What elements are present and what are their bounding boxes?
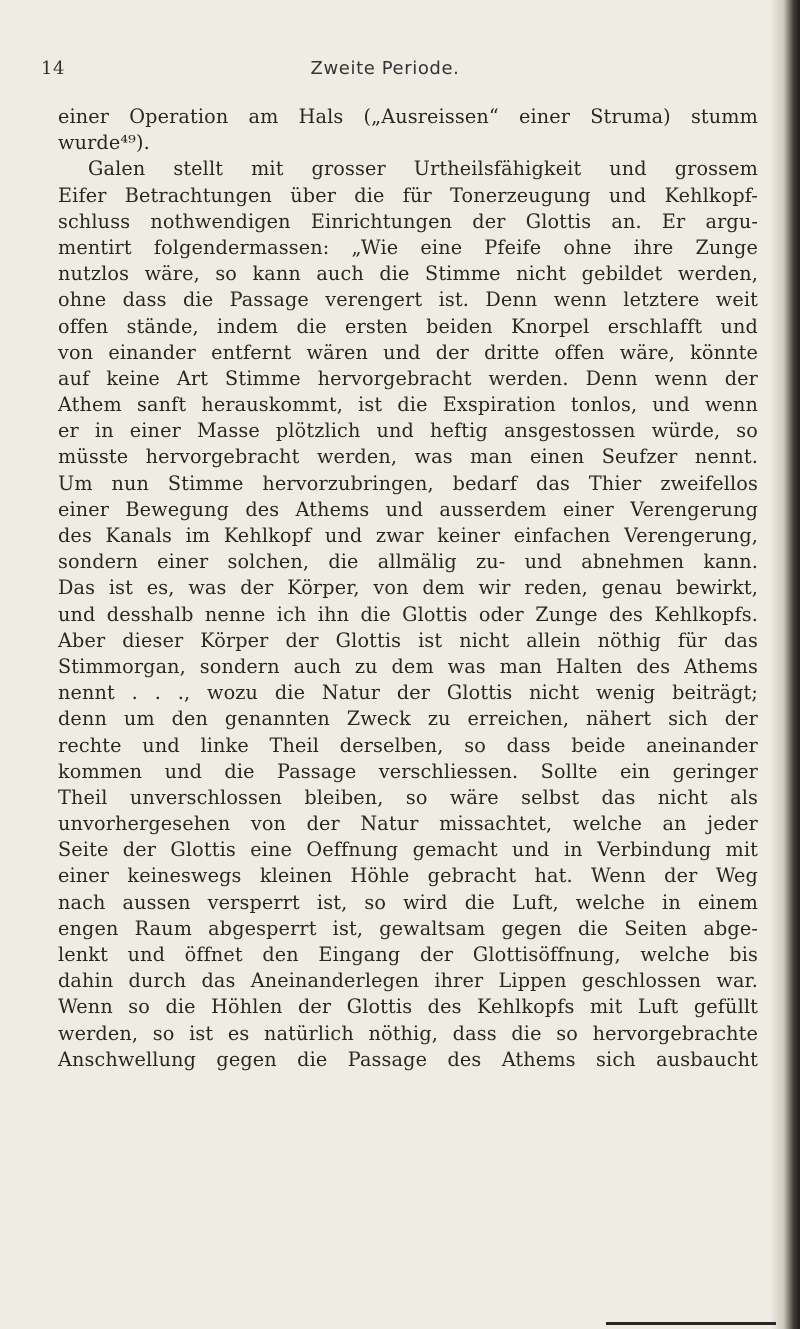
text-line: rechte und linke Theil derselben, so dass beide aneinander [58, 733, 758, 757]
text-line: Athem sanft herauskommt, ist die Exspiration tonlos, und wenn [58, 393, 758, 417]
text-line: Galen stellt mit grosser Urtheilsfähigkeit und grossem [88, 157, 758, 181]
text-line: einer Operation am Hals („Ausreissen“ einer Struma) stumm [58, 105, 758, 128]
text-line: Um nun Stimme hervorzubringen, bedarf das Thier zweifellos [58, 471, 758, 495]
text-line: mentirt folgendermassen: „Wie eine Pfeife ohne ihre Zunge [58, 235, 758, 259]
text-line: Stimmorgan, sondern auch zu dem was man Halten des Athems [58, 654, 758, 678]
text-line: engen Raum abgesperrt ist, gewaltsam gegen die Seiten abge- [58, 916, 758, 940]
text-line: denn um den genannten Zweck zu erreichen, nähert sich der [58, 707, 758, 731]
text-line: einer Bewegung des Athems und ausserdem einer Verengerung [58, 497, 758, 521]
text-line: kommen und die Passage verschliessen. Sollte ein geringer [58, 759, 758, 783]
text-line: wurde⁴⁹). [58, 131, 150, 155]
bottom-rule [606, 1322, 776, 1325]
text-line: dahin durch das Aneinanderlegen ihrer Lippen geschlossen war. [58, 969, 758, 993]
text-line: Das ist es, was der Körper, von dem wir reden, genau bewirkt, [58, 576, 758, 600]
text-line: lenkt und öffnet den Eingang der Glottisöffnung, welche bis [58, 943, 758, 966]
running-title: Zweite Periode. [310, 58, 460, 79]
text-line: werden, so ist es natürlich nöthig, dass die so hervorgebrachte [58, 1021, 758, 1045]
text-line: Anschwellung gegen die Passage des Athems sich ausbaucht [58, 1047, 758, 1071]
text-line: Aber dieser Körper der Glottis ist nicht allein nöthig für das [58, 628, 758, 652]
text-line: auf keine Art Stimme hervorgebracht werden. Denn wenn der [58, 366, 758, 390]
text-line: und desshalb nenne ich ihn die Glottis oder Zunge des Kehlkopfs. [58, 602, 758, 626]
text-line: Theil unverschlossen bleiben, so wäre selbst das nicht als [58, 785, 758, 809]
text-line: des Kanals im Kehlkopf und zwar keiner einfachen Verengerung, [58, 524, 758, 547]
running-head [0, 58, 770, 84]
text-line: Seite der Glottis eine Oeffnung gemacht und in Verbindung mit [58, 838, 758, 862]
text-line: einer keineswegs kleinen Höhle gebracht hat. Wenn der Weg [58, 864, 758, 888]
text-line: Wenn so die Höhlen der Glottis des Kehlkopfs mit Luft gefüllt [58, 995, 758, 1019]
body-text [58, 104, 758, 1073]
page-number: 14 [41, 58, 65, 79]
text-line: nach aussen versperrt ist, so wird die Luft, welche in einem [58, 890, 758, 914]
text-line: nutzlos wäre, so kann auch die Stimme nicht gebildet werden, [58, 262, 758, 286]
text-line: er in einer Masse plötzlich und heftig ansgestossen würde, so [58, 419, 758, 443]
text-line: offen stände, indem die ersten beiden Knorpel erschlafft und [58, 314, 758, 338]
text-line: Eifer Betrachtungen über die für Tonerzeugung und Kehlkopf- [58, 183, 758, 207]
text-line: von einander entfernt wären und der dritte offen wäre, könnte [58, 340, 758, 364]
page-edge-shadow [770, 0, 800, 1329]
text-line: unvorhergesehen von der Natur missachtet, welche an jeder [58, 812, 758, 836]
text-line: müsste hervorgebracht werden, was man einen Seufzer nennt. [58, 445, 758, 469]
text-line: schluss nothwendigen Einrichtungen der Glottis an. Er argu- [58, 209, 758, 233]
text-line: nennt . . ., wozu die Natur der Glottis nicht wenig beiträgt; [58, 681, 758, 705]
text-line: ohne dass die Passage verengert ist. Denn wenn letztere weit [58, 288, 758, 312]
text-line: sondern einer solchen, die allmälig zu- und abnehmen kann. [58, 550, 758, 574]
